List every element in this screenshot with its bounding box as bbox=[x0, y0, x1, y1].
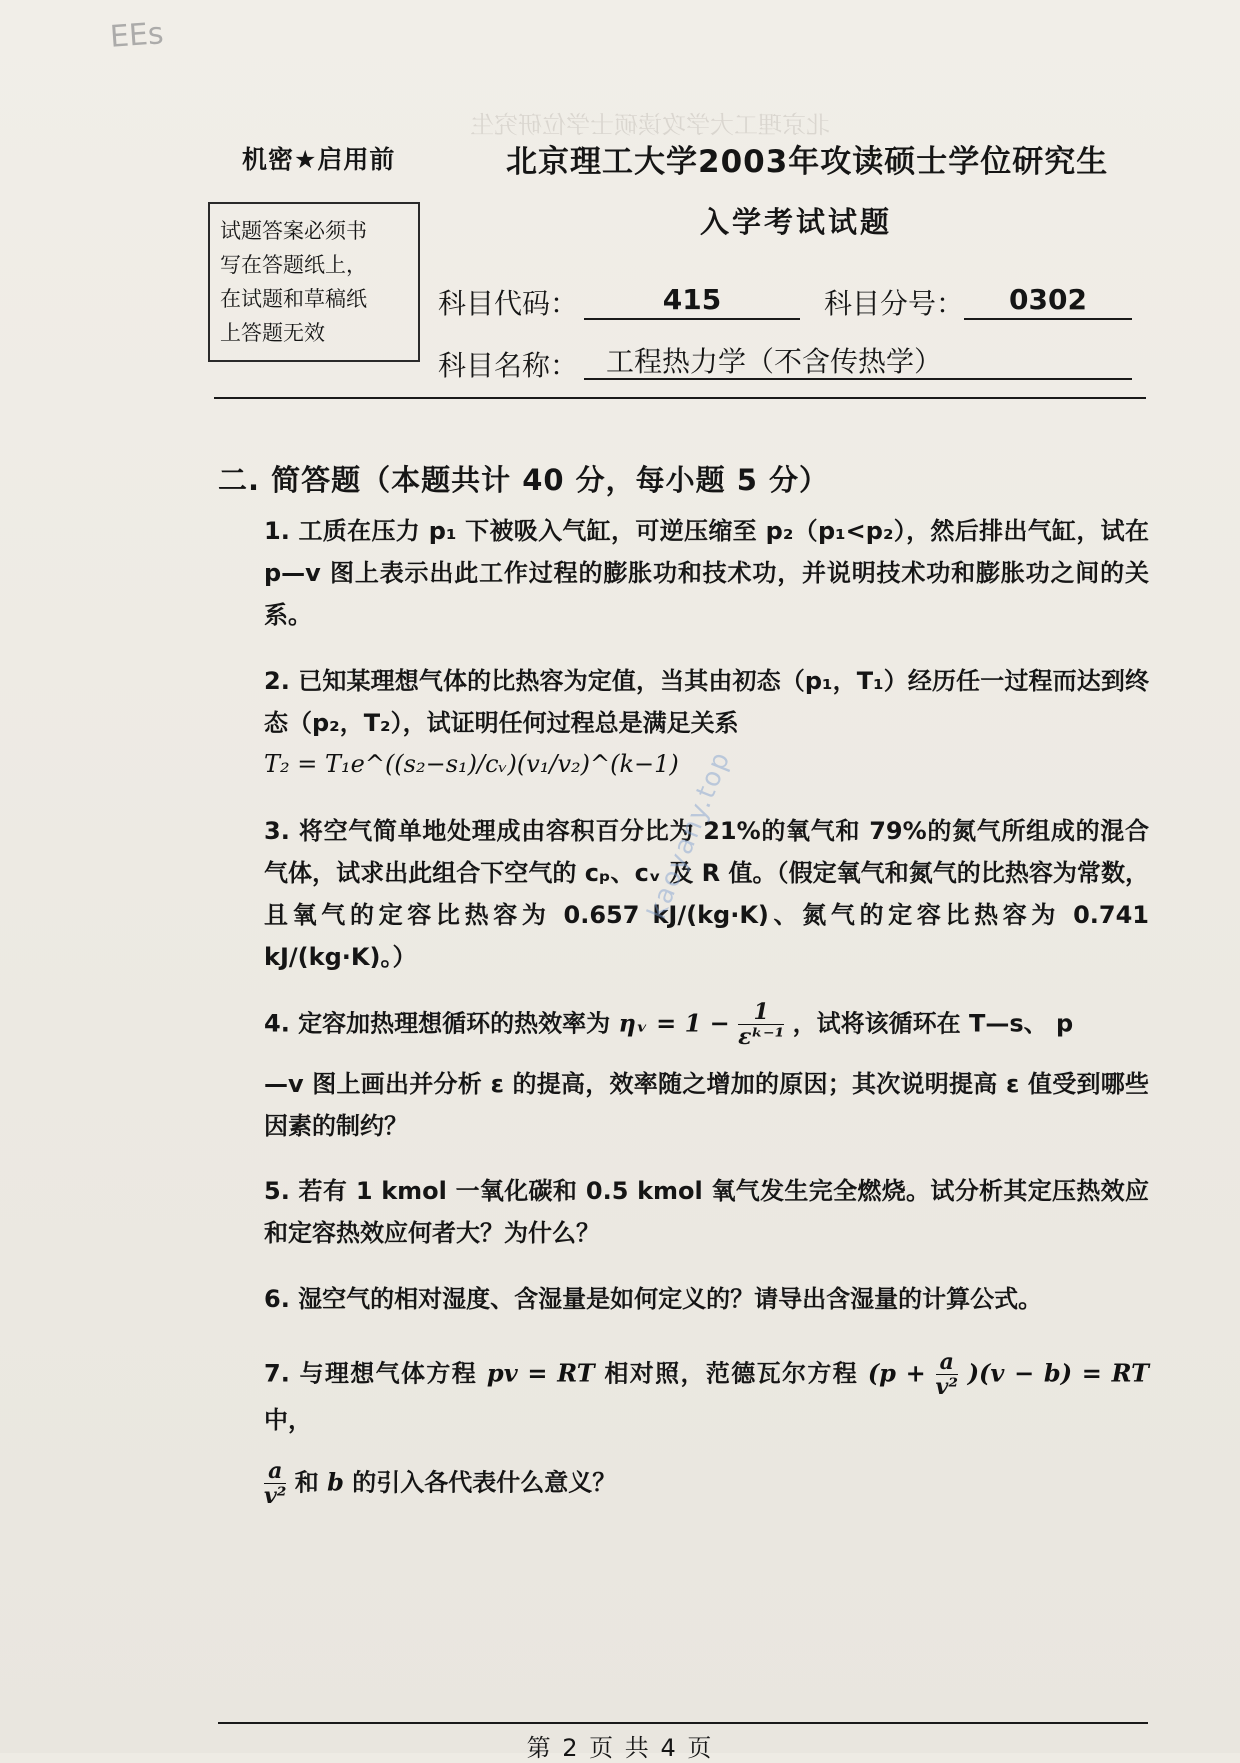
question-7-vdw-fraction-num: a bbox=[936, 1350, 958, 1375]
bleed-through-decoration: 北京理工大学攻读硕士学位研究生 bbox=[470, 111, 830, 139]
question-4-fraction bbox=[738, 1000, 784, 1049]
question-7-a-term-num: a bbox=[264, 1459, 286, 1484]
question-7-a-term bbox=[264, 1459, 286, 1508]
corner-stamp: EEs bbox=[108, 16, 165, 55]
subject-name-value: 工程热力学（不含传热学） bbox=[584, 344, 1132, 380]
question-4-text-a: 4. 定容加热理想循环的热效率为 bbox=[264, 1009, 611, 1038]
subject-code-value: 415 bbox=[584, 282, 800, 320]
question-6: 6. 湿空气的相对湿度、含湿量是如何定义的？请导出含湿量的计算公式。 bbox=[264, 1285, 1043, 1313]
question-7-vdw-b: )(v − b) = RT bbox=[967, 1358, 1150, 1388]
question-7-a-term-den: v² bbox=[264, 1483, 287, 1509]
question-7-text-b: 相对照，范德瓦尔方程 bbox=[604, 1359, 859, 1388]
exam-subtitle: 入学考试试题 bbox=[700, 205, 893, 239]
question-7-vdw-fraction-den: v² bbox=[935, 1374, 958, 1400]
question-7-b-term: b bbox=[327, 1467, 344, 1497]
subject-number-label: 科目分号： bbox=[824, 287, 965, 320]
question-3: 3. 将空气简单地处理成由容积百分比为 21%的氧气和 79%的氮气所组成的混合气体，试求出此组合下空气的 cₚ、cᵥ 及 R 值。（假定氧气和氮气的比热容为常数，且氧气的定容比热容为 0.657 kJ/(kg·K)、氮气的定容比热容为 0.741 kJ/(kg·K)。） bbox=[264, 817, 1149, 971]
subject-code-label: 科目代码： bbox=[438, 287, 579, 320]
question-7-text-e: 的引入各代表什么意义？ bbox=[352, 1468, 617, 1497]
site-watermark: kaoyany.top bbox=[642, 746, 737, 924]
question-4-fraction-num: 1 bbox=[738, 1000, 784, 1025]
question-7 bbox=[264, 1350, 1149, 1508]
subject-number-value: 0302 bbox=[964, 282, 1132, 320]
subject-name-label: 科目名称： bbox=[438, 349, 579, 382]
question-5: 5. 若有 1 kmol 一氧化碳和 0.5 kmol 氧气发生完全燃烧。试分析其定压热效应和定容热效应何者大？为什么？ bbox=[264, 1177, 1149, 1247]
question-7-text-d: 和 bbox=[294, 1468, 319, 1497]
header-divider bbox=[214, 397, 1146, 399]
question-4-text-c: —v 图上画出并分析 ε 的提高，效率随之增加的原因；其次说明提高 ε 值受到哪些因素的制约？ bbox=[264, 1070, 1149, 1140]
question-1: 1. 工质在压力 p₁ 下被吸入气缸，可逆压缩至 p₂（p₁<p₂），然后排出气缸，试在 p—v 图上表示出此工作过程的膨胀功和技术功，并说明技术功和膨胀功之间的关系。 bbox=[264, 517, 1149, 629]
question-4 bbox=[264, 1000, 1149, 1147]
question-2-formula: T₂ = T₁e^((s₂−s₁)/cᵥ)(v₁/v₂)^(k−1) bbox=[264, 750, 679, 778]
question-7-vdw-a: (p + bbox=[867, 1358, 936, 1388]
question-7-vdw-fraction bbox=[936, 1350, 958, 1399]
question-4-eta: ηᵥ = 1 − bbox=[618, 1008, 739, 1038]
page-number: 第 2 页 共 4 页 bbox=[526, 1734, 714, 1762]
section-title: 二. 简答题（本题共计 40 分，每小题 5 分） bbox=[218, 463, 830, 497]
exam-title: 北京理工大学2003年攻读硕士学位研究生 bbox=[506, 144, 1109, 180]
question-4-text-b: ，试将该循环在 T—s、 p bbox=[792, 1009, 1074, 1038]
question-7-ideal-gas: pv = RT bbox=[486, 1358, 595, 1388]
question-4-fraction-den: εᵏ⁻¹ bbox=[738, 1024, 785, 1050]
question-2: 2. 已知某理想气体的比热容为定值，当其由初态（p₁，T₁）经历任一过程而达到终态（p₂，T₂），试证明任何过程总是满足关系 bbox=[264, 667, 1149, 737]
confidential-label: 机密★启用前 bbox=[242, 145, 396, 174]
question-7-text-a: 7. 与理想气体方程 bbox=[264, 1359, 478, 1388]
question-7-text-c: 中， bbox=[264, 1406, 312, 1434]
answer-notice-box: 试题答案必须书 写在答题纸上， 在试题和草稿纸 上答题无效 bbox=[208, 202, 420, 362]
footer-divider bbox=[218, 1722, 1148, 1724]
